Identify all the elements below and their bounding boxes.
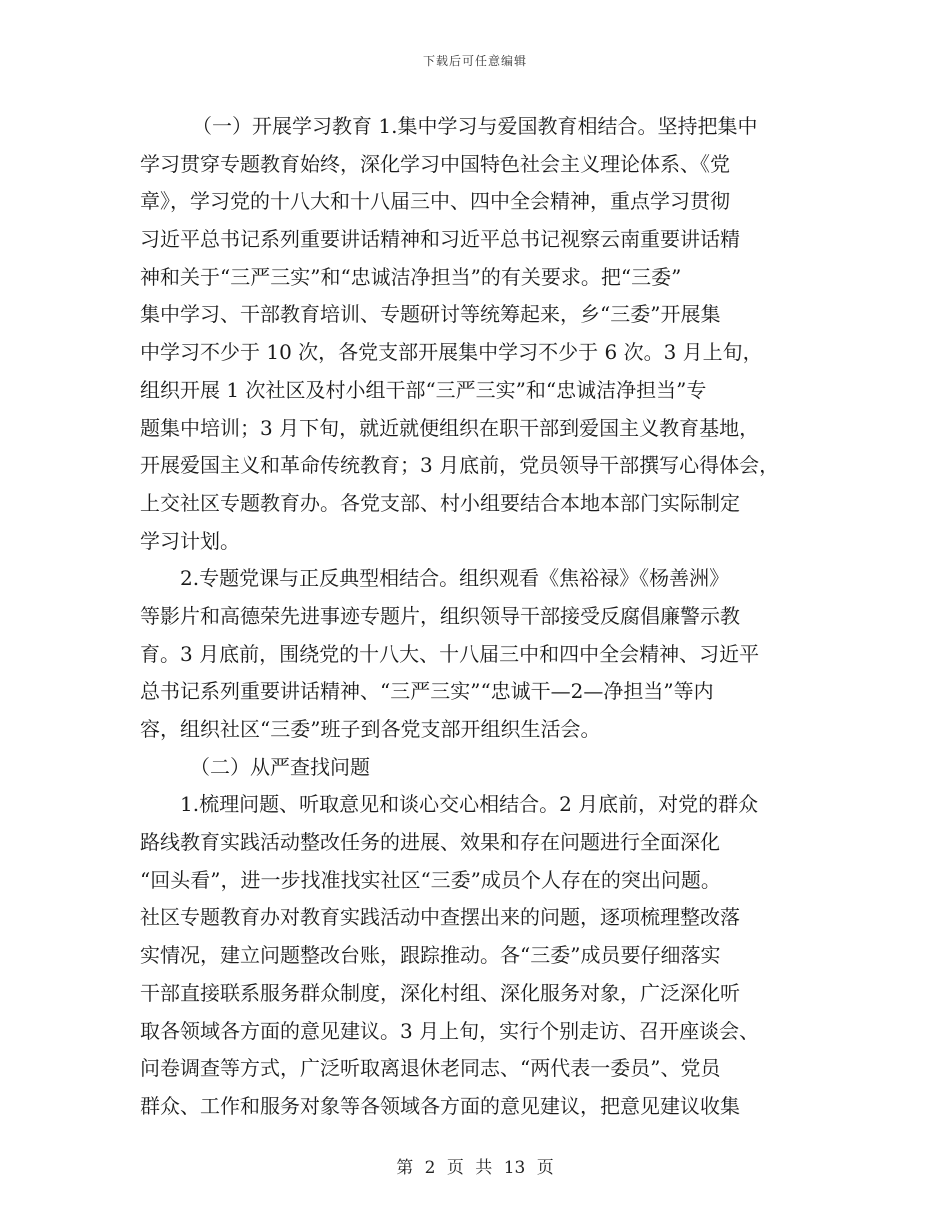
text-line: 2.专题党课与正反典型相结合。组织观看《焦裕禄》《杨善洲》 (180, 566, 730, 591)
text-line: 等影片和高德荣先进事迹专题片，组织领导干部接受反腐倡廉警示教 (140, 603, 740, 628)
page-footer: 第 2 页 共 13 页 (396, 1158, 554, 1178)
text-line: 章》，学习党的十八大和十八届三中、四中全会精神，重点学习贯彻 (140, 189, 730, 214)
text-line: 开展爱国主义和革命传统教育；3 月底前，党员领导干部撰写心得体会， (140, 453, 780, 478)
text-line: 社区专题教育办对教育实践活动中查摆出来的问题，逐项梳理整改落 (140, 905, 740, 930)
text-line: 育。3 月底前，围绕党的十八大、十八届三中和四中全会精神、习近平 (140, 641, 760, 666)
text-line: 群众、工作和服务对象等各领域各方面的意见建议，把意见建议收集 (140, 1093, 740, 1118)
text-line: 神和关于“三严三实”和“忠诚洁净担当”的有关要求。把“三委” (140, 264, 682, 289)
page-header: 下载后可任意编辑 (422, 54, 527, 68)
text-line: 习近平总书记系列重要讲话精神和习近平总书记视察云南重要讲话精 (140, 227, 740, 252)
text-line: 中学习不少于 10 次，各党支部开展集中学习不少于 6 次。3 月上旬， (140, 340, 763, 365)
text-line: 问卷调查等方式，广泛听取离退休老同志、“两代表一委员”、党员 (140, 1056, 721, 1081)
text-line: “回头看”，进一步找准找实社区“三委”成员个人存在的突出问题。 (140, 867, 721, 892)
text-line: 干部直接联系服务群众制度，深化村组、深化服务对象，广泛深化听 (140, 980, 740, 1005)
text-line: 实情况，建立问题整改台账，跟踪推动。各“三委”成员要仔细落实 (140, 943, 721, 968)
text-line: 1.梳理问题、听取意见和谈心交心相结合。2 月底前，对党的群众 (180, 792, 759, 817)
text-line: 组织开展 1 次社区及村小组干部“三严三实”和“忠诚洁净担当”专 (140, 377, 707, 402)
text-line: 路线教育实践活动整改任务的进展、效果和存在问题进行全面深化 (140, 830, 720, 855)
text-line: 取各领域各方面的意见建议。3 月上旬，实行个别走访、召开座谈会、 (140, 1018, 760, 1043)
text-line: 学习计划。 (140, 528, 240, 553)
text-line: 学习贯穿专题教育始终，深化学习中国特色社会主义理论体系、《党 (140, 151, 730, 176)
text-line: 总书记系列重要讲话精神、“三严三实”“忠诚干—2—净担当”等内 (140, 679, 714, 704)
text-line: 题集中培训；3 月下旬，就近就便组织在职干部到爱国主义教育基地， (140, 415, 760, 440)
document-body (140, 108, 808, 1126)
text-line: 上交社区专题教育办。各党支部、村小组要结合本地本部门实际制定 (140, 490, 740, 515)
section-heading: （二）从严查找问题 (190, 754, 370, 779)
text-line: 容，组织社区“三委”班子到各党支部开组织生活会。 (140, 717, 601, 741)
text-line: 集中学习、干部教育培训、专题研讨等统筹起来，乡“三委”开展集 (140, 302, 721, 327)
text-line: （一）开展学习教育 1.集中学习与爱国教育相结合。坚持把集中 (192, 114, 758, 138)
